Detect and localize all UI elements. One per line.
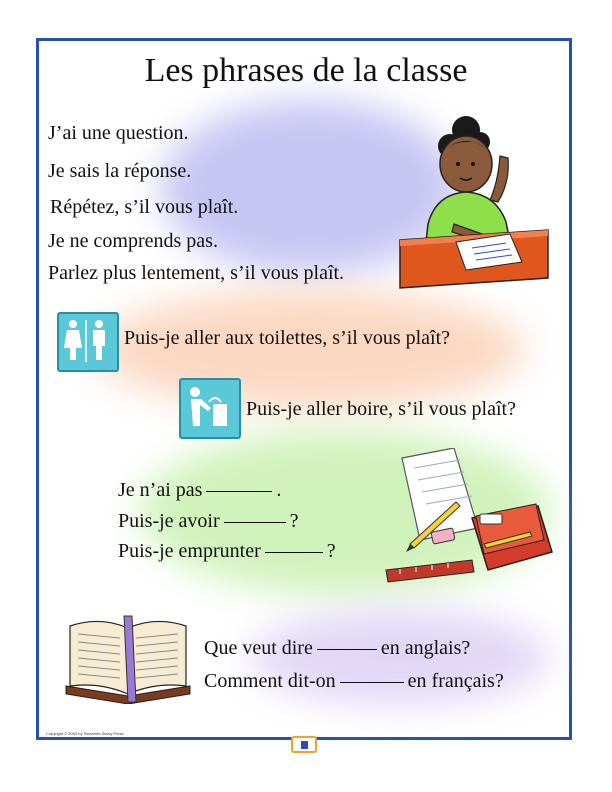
phrase-punctuation: .: [276, 479, 282, 501]
fill-in-blank: [340, 682, 404, 683]
phrase-3: Répétez, s’il vous plaît.: [50, 196, 239, 218]
fill-in-blank: [317, 649, 377, 650]
publisher-logo-icon: [291, 736, 317, 753]
phrase-punctuation: ?: [326, 540, 336, 562]
phrase-text: Puis-je emprunter: [118, 540, 261, 562]
phrase-punctuation: ?: [289, 510, 299, 532]
dictionary-book-illustration: [62, 614, 194, 704]
student-illustration: [398, 112, 550, 292]
school-supplies-illustration: [380, 448, 558, 588]
page-title: Les phrases de la classe: [144, 52, 468, 89]
phrase-2: Je sais la réponse.: [48, 160, 192, 182]
phrase-text-end: en français?: [407, 670, 504, 692]
phrase-je-nai-pas: [118, 479, 281, 502]
copyright-notice: Copyright © 2002 by Scovered Starry Press: [46, 731, 124, 736]
phrase-que-veut-dire: [204, 637, 470, 660]
phrase-toilettes: Puis-je aller aux toilettes, s’il vous plaît?: [124, 327, 451, 349]
phrase-boire: Puis-je aller boire, s’il vous plaît?: [246, 398, 516, 420]
phrase-puis-je-emprunter: [118, 540, 336, 563]
phrase-1: J’ai une question.: [48, 122, 189, 144]
fill-in-blank: [224, 522, 286, 523]
fill-in-blank: [206, 491, 272, 492]
phrase-text: Je n’ai pas: [118, 479, 203, 501]
phrase-text: Puis-je avoir: [118, 510, 220, 532]
phrase-comment-dit-on: [204, 670, 504, 693]
drinking-fountain-icon: [179, 378, 241, 439]
phrase-text: Comment dit-on: [204, 670, 336, 692]
phrase-text: Que veut dire: [204, 637, 313, 659]
fill-in-blank: [265, 552, 323, 553]
phrase-5: Parlez plus lentement, s’il vous plaît.: [48, 262, 345, 284]
phrase-4: Je ne comprends pas.: [48, 230, 218, 252]
phrase-puis-je-avoir: [118, 510, 299, 533]
phrase-text-end: en anglais?: [380, 637, 471, 659]
restroom-sign-icon: [57, 312, 119, 372]
background-blob-peach: [95, 290, 525, 410]
